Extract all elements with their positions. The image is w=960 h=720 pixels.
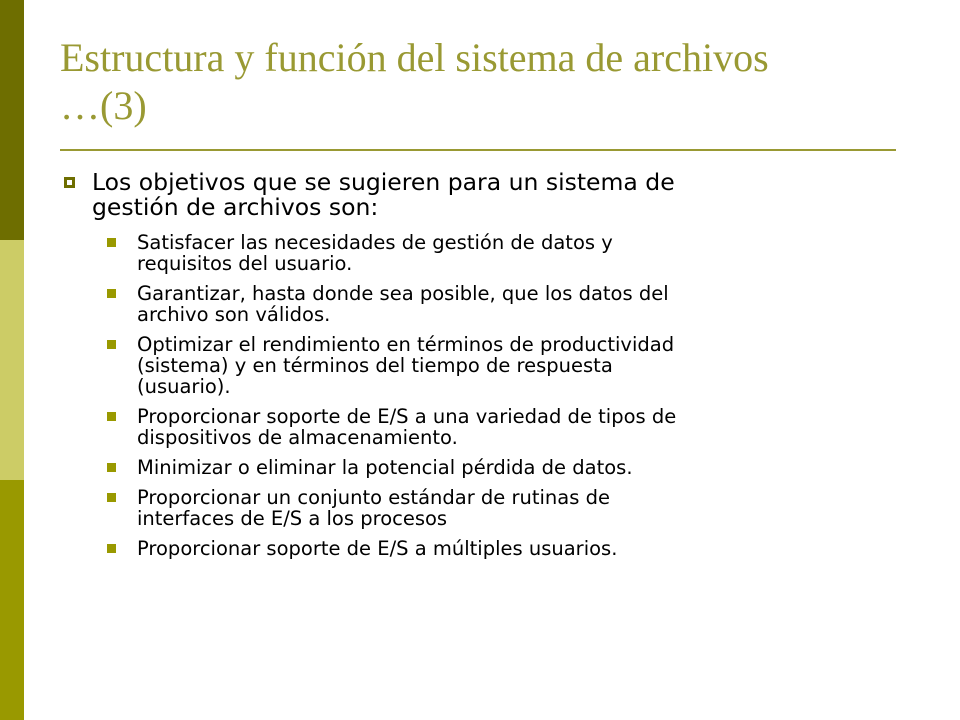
left-bar-top: [0, 0, 24, 240]
main-bullet-line-1: Los objetivos que se sugieren para un sistema de: [92, 168, 675, 196]
sub-bullet-line: Proporcionar un conjunto estándar de rutinas de: [137, 486, 610, 509]
sub-bullet-line: Optimizar el rendimiento en términos de productividad: [137, 333, 675, 356]
square-bullet-icon: [107, 289, 116, 298]
square-bullet-icon: [107, 493, 116, 502]
square-bullet-icon: [107, 544, 116, 553]
sub-bullet-item: [60, 283, 920, 325]
square-bullet-icon: [107, 238, 116, 247]
sub-bullet-line: dispositivos de almacenamiento.: [137, 426, 458, 449]
sub-bullet-item: [60, 406, 920, 448]
slide-title-line-2: …(3): [60, 83, 147, 128]
square-bullet-icon: [107, 463, 116, 472]
main-bullet: [60, 170, 920, 220]
slide-content: [60, 170, 920, 568]
hollow-square-icon: [64, 177, 75, 188]
sub-bullet-item: [60, 232, 920, 274]
square-bullet-icon: [107, 412, 116, 421]
slide-title: [60, 34, 920, 130]
sub-bullet-item: [60, 538, 920, 559]
title-underline: [60, 149, 896, 151]
sub-bullet-line: requisitos del usuario.: [137, 252, 353, 275]
main-bullet-line-2: gestión de archivos son:: [92, 193, 379, 221]
sub-bullet-line: archivo son válidos.: [137, 303, 331, 326]
sub-bullet-item: [60, 487, 920, 529]
sub-bullet-line: interfaces de E/S a los procesos: [137, 507, 448, 530]
sub-bullet-line: Minimizar o eliminar la potencial pérdida de datos.: [137, 456, 633, 479]
sub-bullet-line: Garantizar, hasta donde sea posible, que los datos del: [137, 282, 669, 305]
sub-bullet-line: (sistema) y en términos del tiempo de respuesta: [137, 354, 613, 377]
left-bar-middle: [0, 240, 24, 480]
sub-bullet-line: Proporcionar soporte de E/S a múltiples usuarios.: [137, 537, 618, 560]
square-bullet-icon: [107, 340, 116, 349]
slide-title-line-1: Estructura y función del sistema de archivos: [60, 35, 769, 80]
left-bar-bottom: [0, 480, 24, 720]
sub-bullet-line: Proporcionar soporte de E/S a una variedad de tipos de: [137, 405, 677, 428]
sub-bullet-list: [60, 232, 920, 559]
sub-bullet-line: (usuario).: [137, 375, 231, 398]
sub-bullet-item: [60, 334, 920, 397]
sub-bullet-line: Satisfacer las necesidades de gestión de datos y: [137, 231, 613, 254]
sub-bullet-item: [60, 457, 920, 478]
